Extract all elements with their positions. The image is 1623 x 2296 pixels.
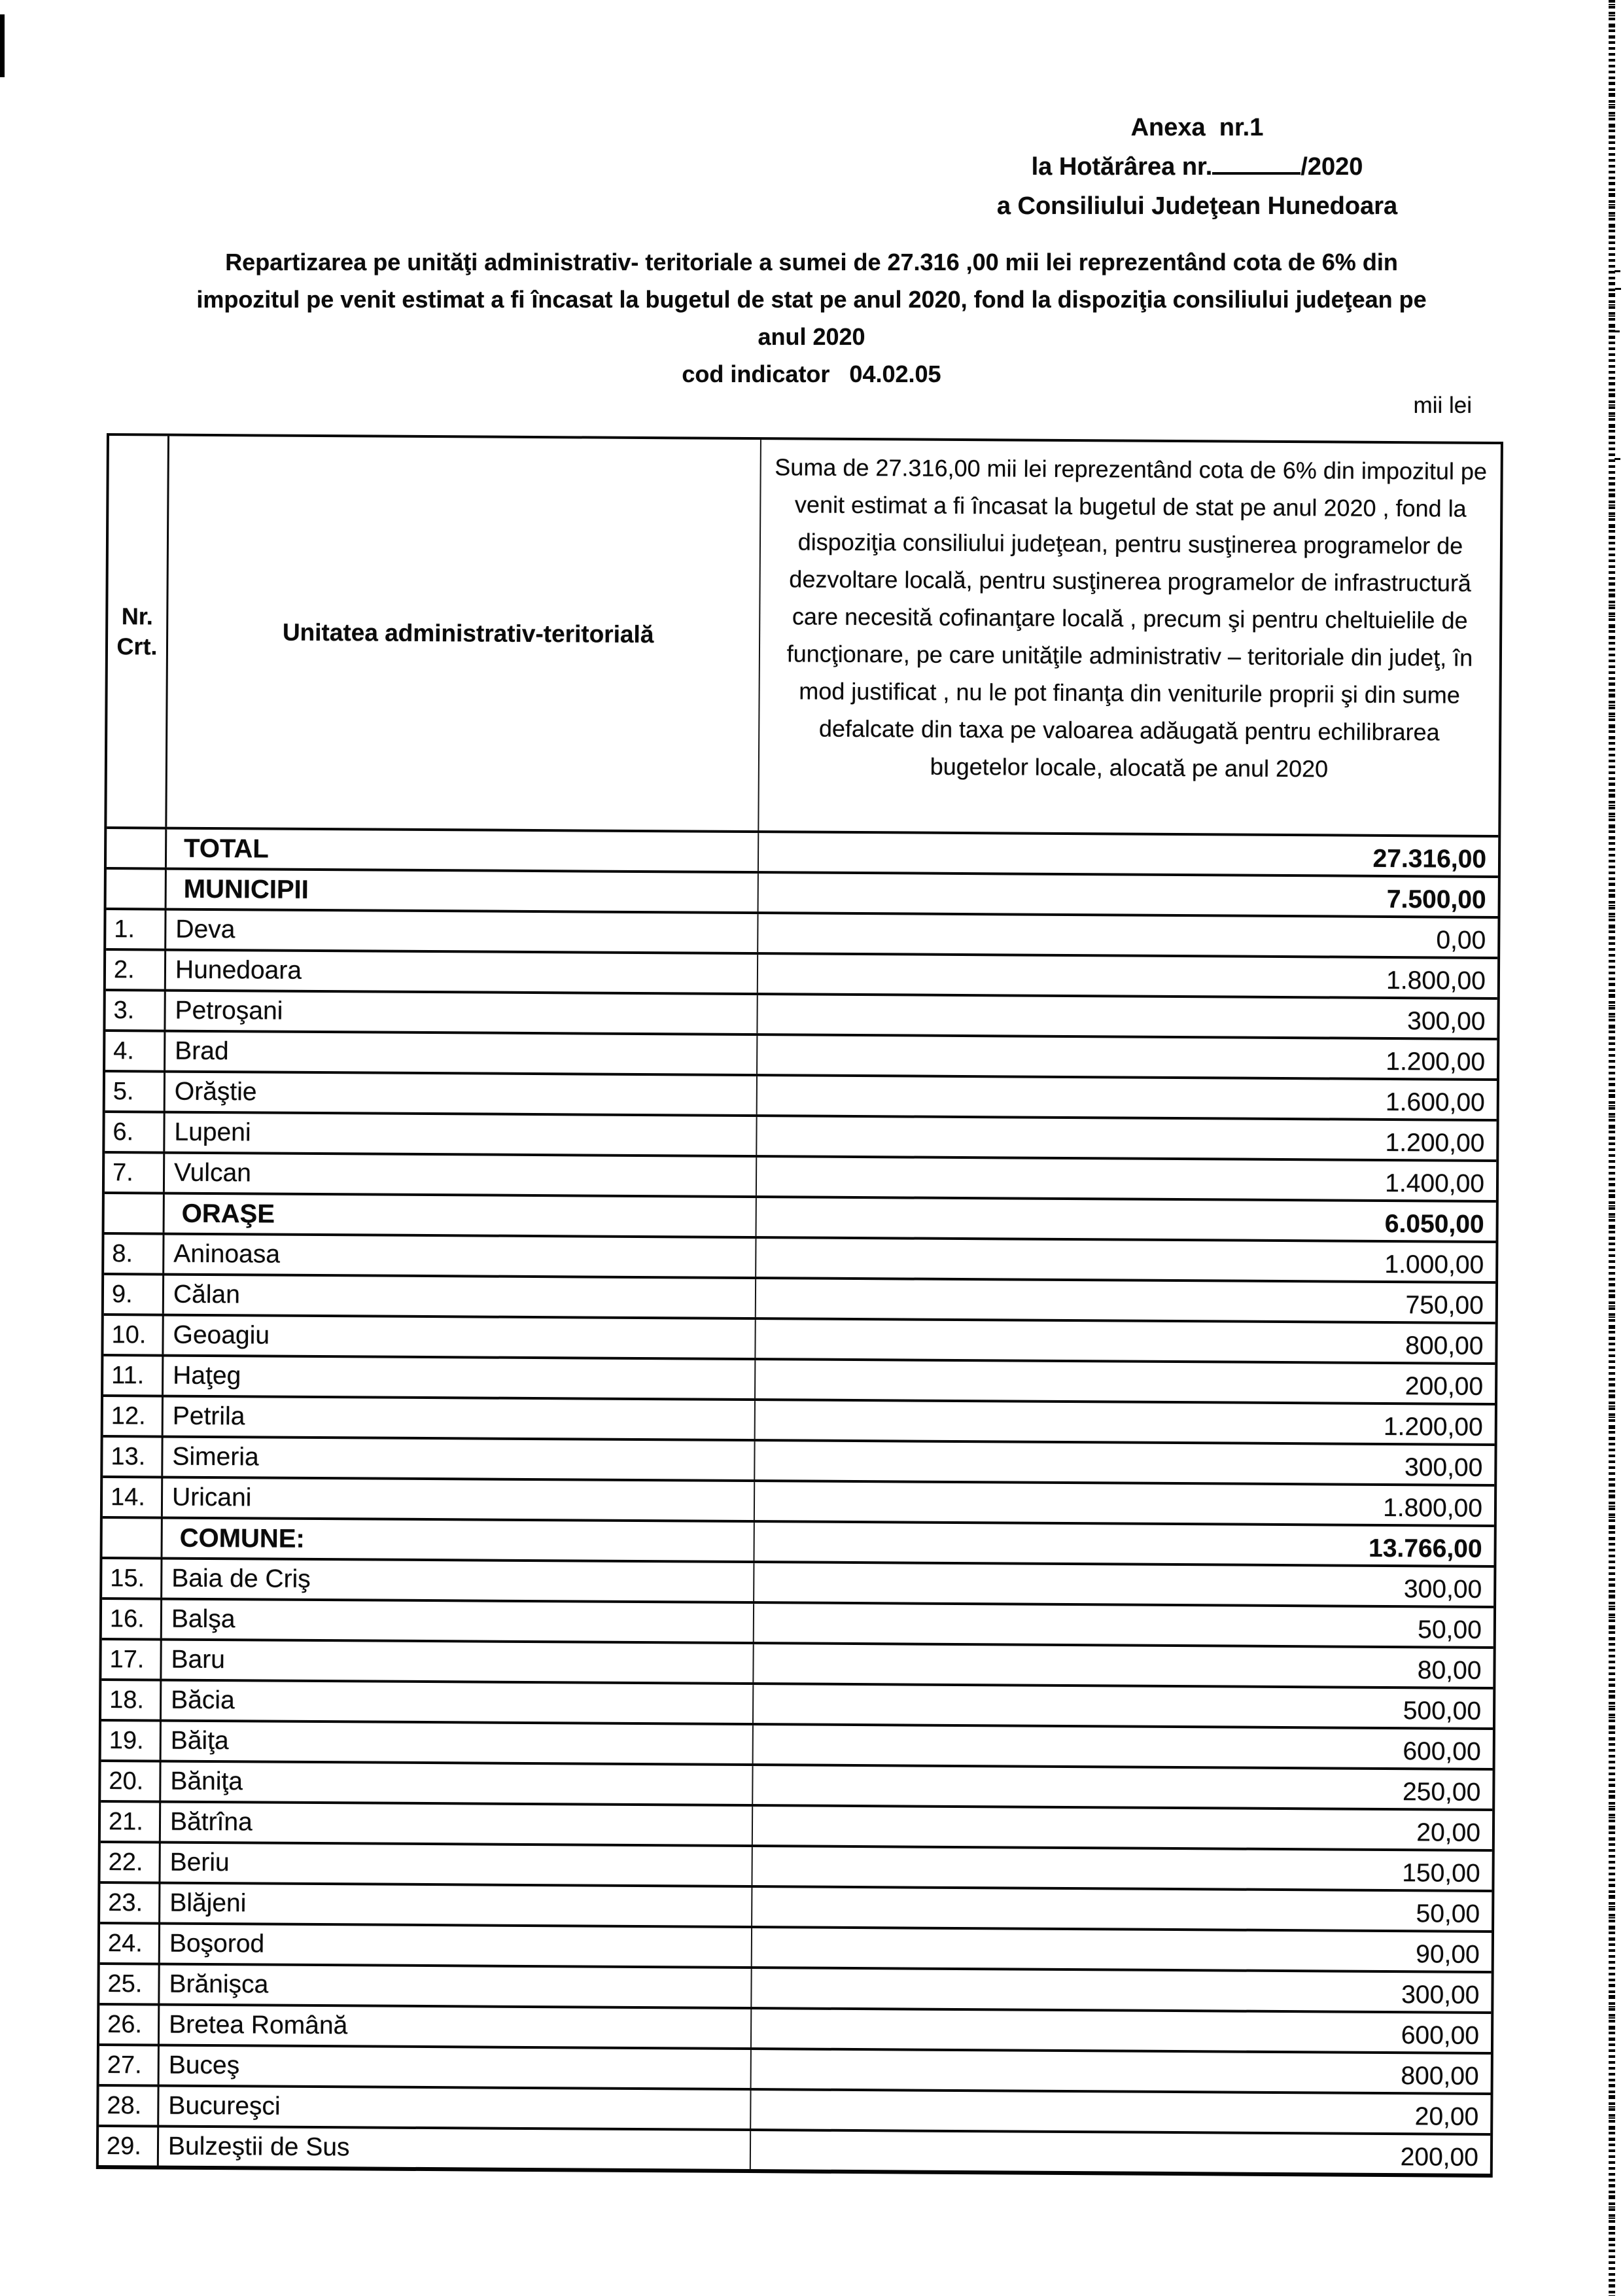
annex-number-line: Anexa nr.1 — [1130, 114, 1264, 141]
row-value-cell: 600,00 — [1401, 2021, 1480, 2050]
row-value-cell: 1.200,00 — [1385, 1128, 1485, 1157]
uat-label: Unitatea administrativ-teritorială — [282, 618, 654, 648]
table-row — [101, 1678, 1493, 1727]
row-number-cell: 16. — [102, 1600, 162, 1638]
row-number-cell: 14. — [103, 1478, 163, 1517]
table-row — [102, 1557, 1493, 1606]
row-value-cell: 20,00 — [1416, 1818, 1481, 1847]
row-number-cell: 29. — [99, 2127, 159, 2166]
row-value-cell: 250,00 — [1402, 1778, 1481, 1807]
row-number-cell: 7. — [105, 1154, 165, 1192]
table-row — [99, 1962, 1491, 2011]
allocation-table — [96, 433, 1503, 2178]
row-name-cell: Brad — [166, 1033, 758, 1074]
row-name-cell: Uricani — [163, 1479, 755, 1521]
row-value-cell: 7.500,00 — [1386, 885, 1486, 914]
row-value-cell: 50,00 — [1418, 1616, 1482, 1644]
table-row — [101, 1800, 1492, 1849]
row-number-cell: 6. — [105, 1113, 165, 1152]
row-name-cell: Simeria — [163, 1438, 755, 1480]
council-line: a Consiliului Judeţean Hunedoara — [996, 192, 1398, 220]
row-name-cell: ORAŞE — [165, 1195, 757, 1237]
row-value-cell: 1.200,00 — [1383, 1412, 1483, 1441]
unit-note: mii lei — [1413, 393, 1472, 418]
row-number-cell: 17. — [101, 1640, 162, 1679]
table-row — [106, 948, 1497, 997]
row-value-cell: 13.766,00 — [1368, 1534, 1482, 1563]
table-row — [99, 2125, 1490, 2174]
blank-underline — [1212, 147, 1300, 175]
table-row — [100, 1881, 1492, 1930]
row-number-cell: 3. — [105, 991, 166, 1030]
row-number-cell: 15. — [102, 1559, 162, 1598]
row-number-cell: 4. — [105, 1032, 166, 1070]
row-name-cell: Boşorod — [160, 1925, 752, 1967]
row-name-cell: Petroşani — [166, 992, 758, 1034]
row-number-cell: 11. — [103, 1356, 164, 1395]
row-number-cell: 19. — [101, 1722, 162, 1760]
table-row — [106, 908, 1497, 957]
row-name-cell: Bătrîna — [161, 1803, 753, 1845]
row-value-cell: 1.800,00 — [1383, 1493, 1483, 1523]
scan-speck — [1614, 458, 1620, 460]
row-number-cell: 24. — [100, 1924, 160, 1963]
column-header-nr-crt — [107, 436, 169, 827]
decision-prefix: la Hotărârea nr. — [1031, 153, 1213, 181]
row-value-cell: 6.050,00 — [1384, 1209, 1484, 1239]
table-row — [102, 1597, 1493, 1646]
title-line: impozitul pe venit estimat a fi încasat la bugetul de stat pe anul 2020, fond la dispoziţia consiliului judeţean pe — [196, 286, 1427, 313]
table-row — [105, 1192, 1496, 1241]
row-number-cell: 26. — [99, 2005, 160, 2044]
row-value-cell: 200,00 — [1405, 1372, 1484, 1401]
row-name-cell: Buceş — [160, 2047, 752, 2089]
title-line: anul 2020 — [758, 323, 865, 350]
column-header-uat — [167, 436, 761, 831]
row-number-cell: 21. — [101, 1803, 161, 1841]
table-row — [103, 1516, 1494, 1565]
scan-speck — [1614, 330, 1620, 332]
row-number-cell: 10. — [103, 1316, 164, 1354]
row-name-cell: Geoagiu — [164, 1316, 756, 1358]
row-value-cell: 600,00 — [1403, 1737, 1481, 1766]
row-name-cell: COMUNE: — [163, 1519, 755, 1561]
row-name-cell: Deva — [166, 911, 758, 953]
table-row — [105, 1110, 1496, 1159]
row-number-cell — [107, 870, 167, 908]
table-row — [100, 1922, 1492, 1971]
row-number-cell: 2. — [106, 951, 166, 989]
row-name-cell: Hunedoara — [166, 951, 758, 993]
table-row — [105, 1151, 1496, 1200]
title-line: Repartizarea pe unităţi administrativ- teritoriale a sumei de 27.316 ,00 mii lei reprezentând cota de 6% din — [225, 249, 1398, 275]
row-value-cell: 50,00 — [1416, 1899, 1480, 1928]
row-name-cell: Bretea Română — [160, 2006, 752, 2048]
row-name-cell: Bulzeştii de Sus — [159, 2128, 751, 2170]
row-name-cell: Vulcan — [165, 1154, 757, 1196]
row-name-cell: Aninoasa — [164, 1235, 756, 1277]
row-value-cell: 800,00 — [1401, 2062, 1479, 2091]
table-row — [104, 1273, 1495, 1322]
decision-number-line — [909, 147, 1485, 186]
table-row — [99, 2084, 1490, 2133]
row-name-cell: Brănişca — [160, 1966, 752, 2007]
table-row — [105, 989, 1497, 1038]
table-header-row — [107, 436, 1501, 835]
row-value-cell: 27.316,00 — [1372, 844, 1487, 874]
row-value-cell: 800,00 — [1405, 1332, 1484, 1360]
row-number-cell: 20. — [101, 1762, 161, 1801]
row-number-cell: 5. — [105, 1072, 166, 1111]
row-number-cell: 18. — [101, 1681, 162, 1720]
row-name-cell: MUNICIPII — [167, 870, 759, 912]
table-row — [99, 2043, 1491, 2093]
row-value-cell: 90,00 — [1416, 1940, 1480, 1969]
table-row — [99, 2003, 1491, 2052]
table-row — [103, 1475, 1494, 1525]
cod-indicator-line: cod indicator 04.02.05 — [682, 361, 941, 387]
row-name-cell: Bucureşci — [159, 2087, 751, 2129]
row-name-cell: Lupeni — [165, 1114, 757, 1156]
row-name-cell: Orăştie — [166, 1073, 758, 1115]
row-value-cell: 300,00 — [1403, 1575, 1482, 1604]
row-number-cell: 9. — [104, 1275, 164, 1314]
row-name-cell: Baru — [162, 1641, 754, 1683]
row-number-cell: 28. — [99, 2087, 159, 2125]
row-name-cell: Blăjeni — [160, 1884, 752, 1926]
table-body — [99, 826, 1498, 2174]
row-value-cell: 20,00 — [1414, 2102, 1479, 2131]
document-title — [46, 243, 1577, 393]
row-name-cell: Băcia — [162, 1682, 754, 1723]
nr-label: Nr. — [121, 602, 153, 629]
row-value-cell: 1.600,00 — [1385, 1087, 1485, 1117]
table-row — [107, 826, 1498, 875]
crt-label: Crt. — [116, 632, 158, 660]
row-number-cell: 27. — [99, 2046, 160, 2085]
row-name-cell: Haţeg — [164, 1357, 756, 1399]
row-number-cell: 1. — [106, 910, 166, 949]
scan-artifact-right-band — [1609, 0, 1615, 2296]
row-number-cell: 25. — [99, 1965, 160, 2004]
scan-speck — [1615, 288, 1621, 290]
row-value-cell: 300,00 — [1401, 1981, 1480, 2009]
row-name-cell: TOTAL — [167, 830, 759, 872]
row-name-cell: Petrila — [164, 1398, 756, 1439]
row-number-cell — [103, 1519, 163, 1557]
row-number-cell — [107, 829, 167, 868]
table-row — [100, 1841, 1492, 1890]
annex-heading — [909, 108, 1485, 226]
table-row — [103, 1435, 1494, 1484]
suma-description: Suma de 27.316,00 mii lei reprezentând cota de 6% din impozitul pe venit estimat a fi încasat la bugetul de stat pe anul 2020 , fond la dispoziţia consiliului judeţean, pentru susţinerea programelor de dezvoltare locală, pentru susţinerea programelor de infrastructură care necesită cofinanţare locală , precum şi pentru cheltuielile de funcţionare, pe care unităţile administrativ – teritoriale din judeţ, în mod justificat , nu le pot finanţa din veniturile proprii şi din sume defalcate din taxa pe valoarea adăugată pentru echilibrarea bugetelor locale, alocată pe anul 2020 — [775, 453, 1488, 783]
row-value-cell: 0,00 — [1436, 926, 1486, 955]
table-row — [104, 1232, 1495, 1281]
table-row — [101, 1638, 1493, 1687]
row-name-cell: Balşa — [162, 1600, 754, 1642]
row-name-cell: Călan — [164, 1276, 756, 1318]
table-row — [101, 1759, 1492, 1809]
row-value-cell: 150,00 — [1402, 1859, 1480, 1888]
row-value-cell: 500,00 — [1403, 1697, 1482, 1725]
row-number-cell: 12. — [103, 1397, 164, 1436]
column-header-suma — [759, 440, 1501, 835]
table-row — [103, 1394, 1495, 1443]
row-value-cell: 300,00 — [1404, 1453, 1483, 1482]
row-value-cell: 300,00 — [1407, 1007, 1486, 1036]
row-name-cell: Băiţa — [162, 1722, 754, 1764]
row-number-cell: 22. — [100, 1843, 160, 1882]
table-row — [103, 1313, 1495, 1362]
table-row — [107, 867, 1498, 916]
row-value-cell: 1.800,00 — [1386, 966, 1486, 995]
row-name-cell: Beriu — [160, 1844, 752, 1886]
row-value-cell: 1.400,00 — [1385, 1169, 1485, 1198]
row-value-cell: 1.000,00 — [1384, 1250, 1484, 1279]
row-value-cell: 1.200,00 — [1386, 1047, 1486, 1076]
row-value-cell: 200,00 — [1400, 2143, 1479, 2172]
table-row — [105, 1070, 1497, 1119]
row-name-cell: Băniţa — [161, 1763, 753, 1805]
row-value-cell: 80,00 — [1417, 1656, 1482, 1685]
table-row — [103, 1354, 1495, 1403]
row-number-cell: 8. — [104, 1235, 164, 1273]
row-name-cell: Baia de Criş — [162, 1560, 754, 1602]
row-number-cell — [105, 1194, 165, 1233]
decision-suffix: /2020 — [1300, 153, 1363, 181]
row-number-cell: 13. — [103, 1438, 163, 1476]
row-value-cell: 750,00 — [1405, 1291, 1484, 1320]
scan-artifact-left-edge — [0, 14, 5, 77]
scan-speck — [1614, 270, 1620, 272]
table-row — [105, 1029, 1497, 1078]
row-number-cell: 23. — [100, 1884, 160, 1922]
table-row — [101, 1719, 1493, 1768]
